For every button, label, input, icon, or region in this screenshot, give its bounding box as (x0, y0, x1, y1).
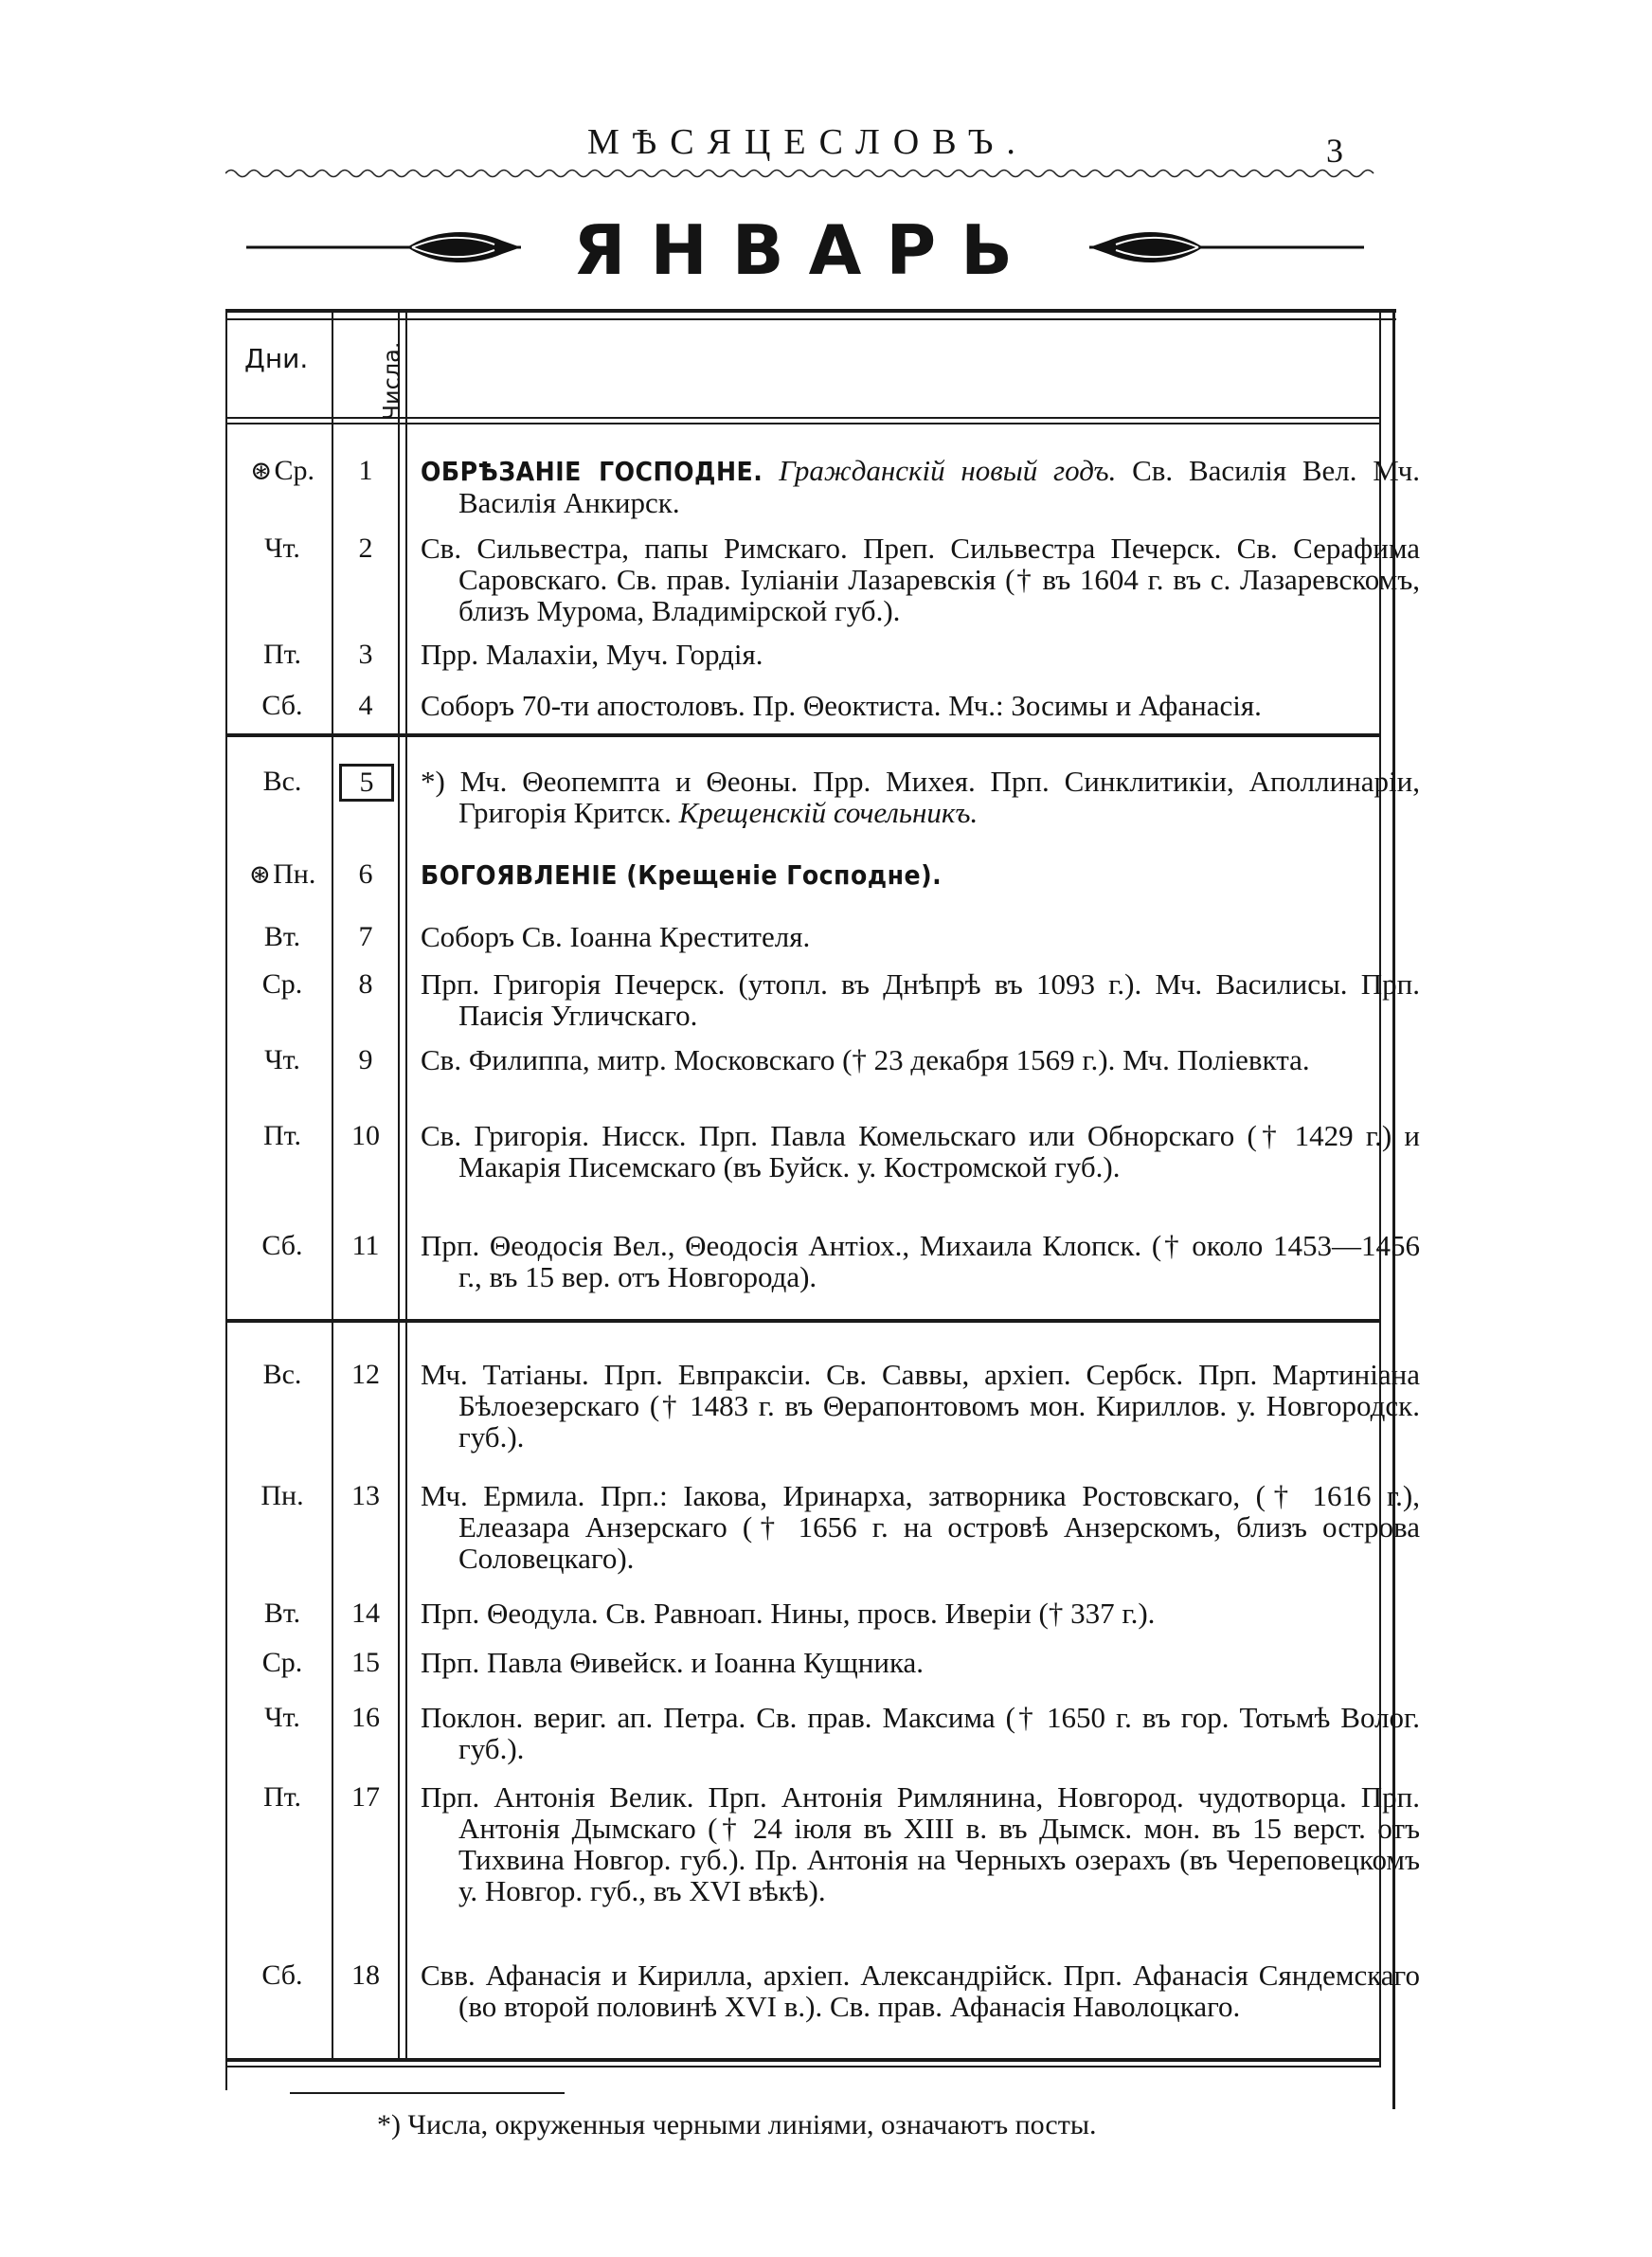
feast-cross-icon: ⊛ (250, 457, 273, 486)
laurel-ornament-icon (246, 224, 530, 271)
commemoration-text: *) Мч. Θеопемпта и Θеоны. Прр. Михея. Прп. Синклитикіи, Аполлинаріи, Григорія Критск. Крещенскій сочельникъ. (421, 765, 1420, 829)
weekday: Чт. (264, 533, 300, 564)
commemoration-text: БОГОЯВЛЕНІЕ (Крещеніе Господне). (421, 859, 943, 891)
commemoration-text: Прп. Θеодосія Вел., Θеодосія Антіох., Михаила Клопск. († около 1453—1456 г., въ 15 вер. отъ Новгорода). (421, 1229, 1420, 1293)
weekday: Пт. (262, 1120, 302, 1151)
commemoration-text: Прп. Антонія Велик. Прп. Антонія Римлянина, Новгород. чудотворца. Прп. Антонія Дымскаго († 24 іюля въ XIII в. въ Дымск. мон. въ 15 верст. отъ Тихвина Новгор. губ.). Пр. Антонія на Черныхъ озерахъ (въ Череповецкомъ у. Новгор. губ., въ XVI вѣкѣ). (421, 1780, 1420, 1907)
commemoration-text: Соборъ 70-ти апостоловъ. Пр. Θеоктиста. Мч.: Зосимы и Афанасія. (421, 689, 1262, 722)
left-border (225, 309, 227, 2090)
date-number: 18 (351, 1959, 380, 1991)
laurel-ornament-icon (1080, 224, 1364, 271)
weekday: Чт. (264, 1044, 300, 1075)
date-number: 12 (351, 1359, 380, 1390)
commemoration-text: Поклон. вериг. ап. Петра. Св. прав. Максима († 1650 г. въ гор. Тотьмѣ Волог. губ.). (421, 1701, 1420, 1765)
weekday: Сб. (261, 1959, 303, 1991)
commemoration-text: Св. Сильвестра, папы Римскаго. Преп. Сильвестра Печерск. Св. Серафима Саровскаго. Св. прав. Іуліаніи Лазаревскія († въ 1604 г. въ с. Лазаревскомъ, близъ Мурома, Владимірской губ.). (421, 532, 1420, 627)
weekday: Пт. (262, 639, 302, 670)
commemoration-text: Мч. Ермила. Прп.: Іакова, Иринарха, затворника Ростовскаго, († 1616 г.), Елеазара Анзерскаго († 1656 г. на островѣ Анзерскомъ, близъ острова Соловецкаго). (421, 1479, 1420, 1575)
month-title: ЯНВАРЬ (573, 210, 1037, 290)
commemoration-text: Мч. Татіаны. Прп. Евпраксіи. Св. Саввы, архіеп. Сербск. Прп. Мартиніана Бѣлоезерскаго († 1483 г. въ Θерапонтовомъ мон. Кириллов. у. Новгородск. губ.). (421, 1358, 1420, 1454)
table-bottom-rule-2 (225, 2066, 1381, 2067)
date-number: 14 (351, 1598, 380, 1629)
table-top-rule-inner (225, 318, 1396, 320)
date-number: 15 (351, 1647, 380, 1678)
date-number: 9 (358, 1044, 373, 1075)
fast-date-number: 5 (339, 764, 394, 802)
weekday: Сб. (261, 690, 303, 721)
weekday: Вт. (263, 1598, 301, 1629)
date-number: 6 (358, 858, 373, 890)
commemoration-text: Свв. Афанасія и Кирилла, архіеп. Александрійск. Прп. Афанасія Сяндемскаго (во второй половинѣ XVI в.). Св. прав. Афанасія Наволоцкаго. (421, 1959, 1420, 2023)
running-title: МѢСЯЦЕСЛОВЪ. (587, 122, 1029, 162)
commemoration-text: Св. Филиппа, митр. Московскаго († 23 декабря 1569 г.). Мч. Поліевкта. (421, 1043, 1310, 1076)
commemoration-text: Св. Григорія. Нисск. Прп. Павла Комельскаго или Обнорскаго († 1429 г.) и Макарія Писемскаго (въ Буйск. у. Костромской губ.). (421, 1119, 1420, 1183)
weekday: Вт. (263, 921, 301, 952)
date-number: 16 (351, 1702, 380, 1733)
date-number: 8 (358, 968, 373, 1000)
footnote: *) Числа, окруженныя черными линіями, означаютъ посты. (377, 2109, 1097, 2140)
weekday: Пт. (262, 1781, 302, 1813)
commemoration-text: Прп. Θеодула. Св. Равноап. Нины, просв. Иверіи († 337 г.). (421, 1597, 1156, 1630)
commemoration-text: Прр. Малахіи, Муч. Гордія. (421, 638, 763, 671)
date-number: 1 (358, 455, 373, 486)
date-number: 10 (351, 1120, 380, 1151)
column-header-days: Дни. (244, 343, 309, 374)
date-number: 7 (358, 921, 373, 952)
page-number: 3 (1326, 132, 1343, 170)
feast-cross-icon: ⊛ (248, 860, 272, 890)
weekday: Сб. (261, 1230, 303, 1261)
commemoration-text: ОБРѢЗАНІЕ ГОСПОДНЕ. Гражданскій новый годъ. Св. Василія Вел. Мч. Василія Анкирск. (421, 454, 1421, 519)
date-number: 17 (351, 1781, 380, 1813)
weekday: Ср. (261, 968, 303, 1000)
wavy-rule (225, 167, 1379, 180)
weekday: Пн. (260, 1480, 304, 1511)
table-top-rule (225, 309, 1396, 313)
date-number: 3 (358, 639, 373, 670)
num-text-divider-a (398, 313, 400, 2062)
date-number: 2 (358, 533, 373, 564)
date-number: 11 (351, 1230, 380, 1261)
commemoration-text: Прп. Григорія Печерск. (утопл. въ Днѣпрѣ въ 1093 г.). Мч. Василисы. Прп. Паисія Угличскаго. (421, 967, 1420, 1032)
weekday: Ср. (274, 455, 314, 486)
commemoration-text: Прп. Павла Θивейск. и Іоанна Кущника. (421, 1646, 925, 1679)
date-number: 13 (351, 1480, 380, 1511)
weekday: Вс. (262, 766, 302, 797)
weekday: Вс. (262, 1359, 302, 1390)
num-text-divider-b (405, 313, 407, 2062)
commemoration-text: Соборъ Св. Іоанна Крестителя. (421, 920, 811, 953)
footnote-rule (290, 2092, 565, 2094)
column-header-dates: Числа. (378, 341, 405, 421)
month-heading (246, 210, 1364, 290)
weekday: Чт. (264, 1702, 300, 1733)
date-number: 4 (358, 690, 373, 721)
weekday: Пн. (273, 858, 316, 890)
weekday: Ср. (261, 1647, 303, 1678)
